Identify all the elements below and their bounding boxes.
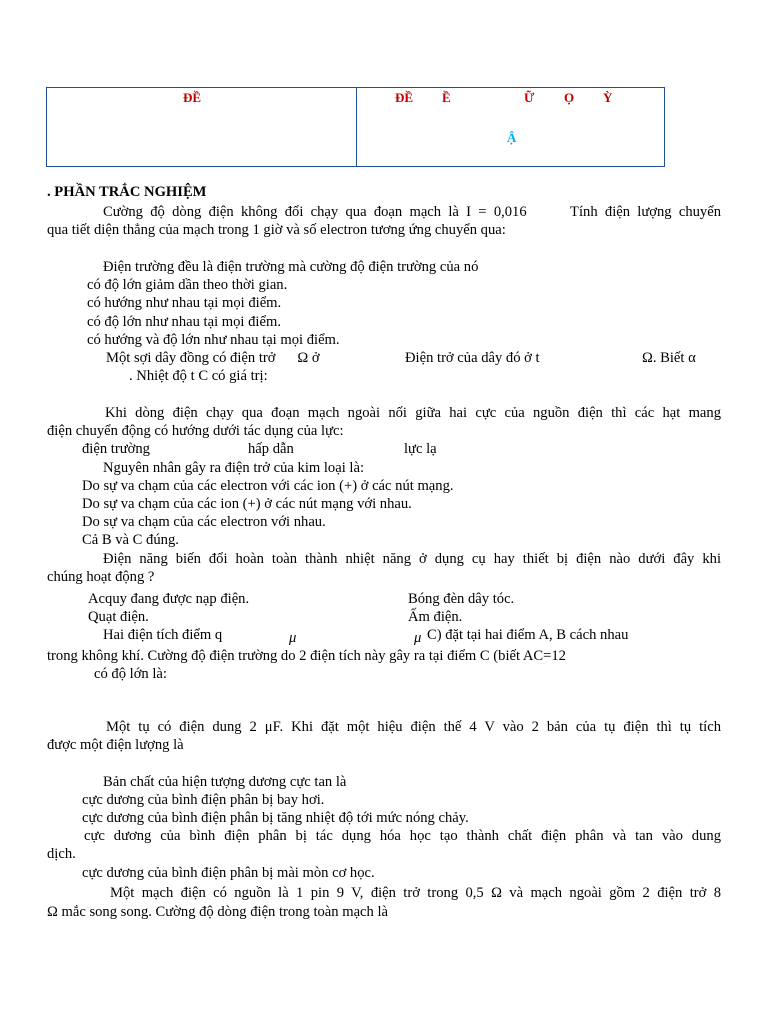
q9-option-a: cực dương của bình điện phân bị bay hơi. bbox=[82, 792, 325, 808]
q9-stem: Bản chất của hiện tượng dương cực tan là bbox=[103, 774, 347, 790]
q7-mu-1: μ bbox=[289, 630, 297, 646]
header-right-text-f: Ậ bbox=[507, 130, 517, 145]
header-table bbox=[46, 87, 665, 167]
q6-line-2: chúng hoạt động ? bbox=[47, 569, 155, 585]
q4-line-2: điện chuyển động có hướng dưới tác dụng của lực: bbox=[47, 423, 344, 439]
q4-option-b: hấp dẫn bbox=[248, 441, 294, 457]
q10-line-1: Một mạch điện có nguồn là 1 pin 9 V, điện trở trong 0,5 Ω và mạch ngoài gồm 2 điện trở 8 bbox=[110, 885, 721, 901]
q8-line-1: Một tụ có điện dung 2 μF. Khi đặt một hiệu điện thế 4 V vào 2 bản của tụ điện thì tụ tích bbox=[106, 719, 721, 735]
q2-option-a: có độ lớn giảm dần theo thời gian. bbox=[87, 277, 288, 293]
header-left-cell bbox=[47, 88, 357, 166]
q5-option-c: Do sự va chạm của các electron với nhau. bbox=[82, 514, 326, 530]
header-right-text-a: ĐỀ bbox=[395, 90, 414, 105]
q9-option-c-line-1: cực dương của bình điện phân bị tác dụng hóa học tạo thành chất điện phân và tan vào dung bbox=[84, 828, 721, 844]
header-right-text-c: Ữ bbox=[524, 90, 535, 105]
q6-line-1: Điện năng biến đổi hoàn toàn thành nhiệt năng ở dụng cụ hay thiết bị điện nào dưới đây khi bbox=[103, 551, 721, 567]
q9-option-d: cực dương của bình điện phân bị mài mòn cơ học. bbox=[82, 865, 375, 881]
q3-stem-a: Một sợi dây đồng có điện trở Ω ở bbox=[106, 350, 320, 366]
q7-line-3: có độ lớn là: bbox=[94, 666, 167, 682]
q5-option-d: Cả B và C đúng. bbox=[82, 532, 179, 548]
q3-stem-b: Điện trở của dây đó ở t bbox=[405, 350, 540, 366]
section-title: . PHẦN TRẮC NGHIỆM bbox=[47, 184, 207, 200]
q1-line-1: Cường độ dòng điện không đổi chạy qua đoạn mạch là I = 0,016 Tính điện lượng chuyển bbox=[103, 204, 721, 220]
q5-stem: Nguyên nhân gây ra điện trở của kim loại là: bbox=[103, 460, 364, 476]
q2-option-b: có hướng như nhau tại mọi điểm. bbox=[87, 295, 282, 311]
q9-option-b: cực dương của bình điện phân bị tăng nhiệt độ tới mức nóng chảy. bbox=[82, 810, 469, 826]
header-right-text-e: Ỳ bbox=[603, 90, 613, 105]
q2-stem: Điện trường đều là điện trường mà cường độ điện trường của nó bbox=[103, 259, 479, 275]
q7-line-2: trong không khí. Cường độ điện trường do 2 điện tích này gây ra tại điểm C (biết AC=12 bbox=[47, 648, 566, 664]
header-left-text: ĐỀ bbox=[183, 90, 202, 105]
q3-stem-d: . Nhiệt độ t C có giá trị: bbox=[129, 368, 268, 384]
q7-stem-b: C) đặt tại hai điểm A, B cách nhau bbox=[427, 627, 629, 643]
q8-line-2: được một điện lượng là bbox=[47, 737, 184, 753]
q4-option-c: lực lạ bbox=[404, 441, 437, 457]
q1-line-2: qua tiết diện thẳng của mạch trong 1 giờ và số electron tương ứng chuyển qua: bbox=[47, 222, 506, 238]
q5-option-b: Do sự va chạm của các ion (+) ở các nút mạng với nhau. bbox=[82, 496, 412, 512]
q5-option-a: Do sự va chạm của các electron với các ion (+) ở các nút mạng. bbox=[82, 478, 454, 494]
q9-option-c-line-2: dịch. bbox=[47, 846, 76, 862]
header-right-text-b: Ề bbox=[442, 90, 451, 105]
q4-option-a: điện trường bbox=[82, 441, 150, 457]
q6-option-b: Bóng đèn dây tóc. bbox=[408, 591, 515, 607]
q6-option-d: Ấm điện. bbox=[408, 609, 463, 625]
q3-stem-c: Ω. Biết α bbox=[642, 350, 696, 366]
q4-line-1: Khi dòng điện chạy qua đoạn mạch ngoài nối giữa hai cực của nguồn điện thì các hạt mang bbox=[105, 405, 721, 421]
q10-line-2: Ω mắc song song. Cường độ dòng điện trong toàn mạch là bbox=[47, 904, 389, 920]
q2-option-d: có hướng và độ lớn như nhau tại mọi điểm. bbox=[87, 332, 340, 348]
q2-option-c: có độ lớn như nhau tại mọi điểm. bbox=[87, 314, 281, 330]
header-right-text-d: Ọ bbox=[564, 90, 575, 105]
q6-option-c: Quạt điện. bbox=[88, 609, 149, 625]
q7-stem-a: Hai điện tích điểm q bbox=[103, 627, 223, 643]
q7-mu-2: μ bbox=[414, 630, 422, 646]
q6-option-a: Acquy đang được nạp điện. bbox=[88, 591, 250, 607]
header-right-cell bbox=[357, 88, 664, 166]
